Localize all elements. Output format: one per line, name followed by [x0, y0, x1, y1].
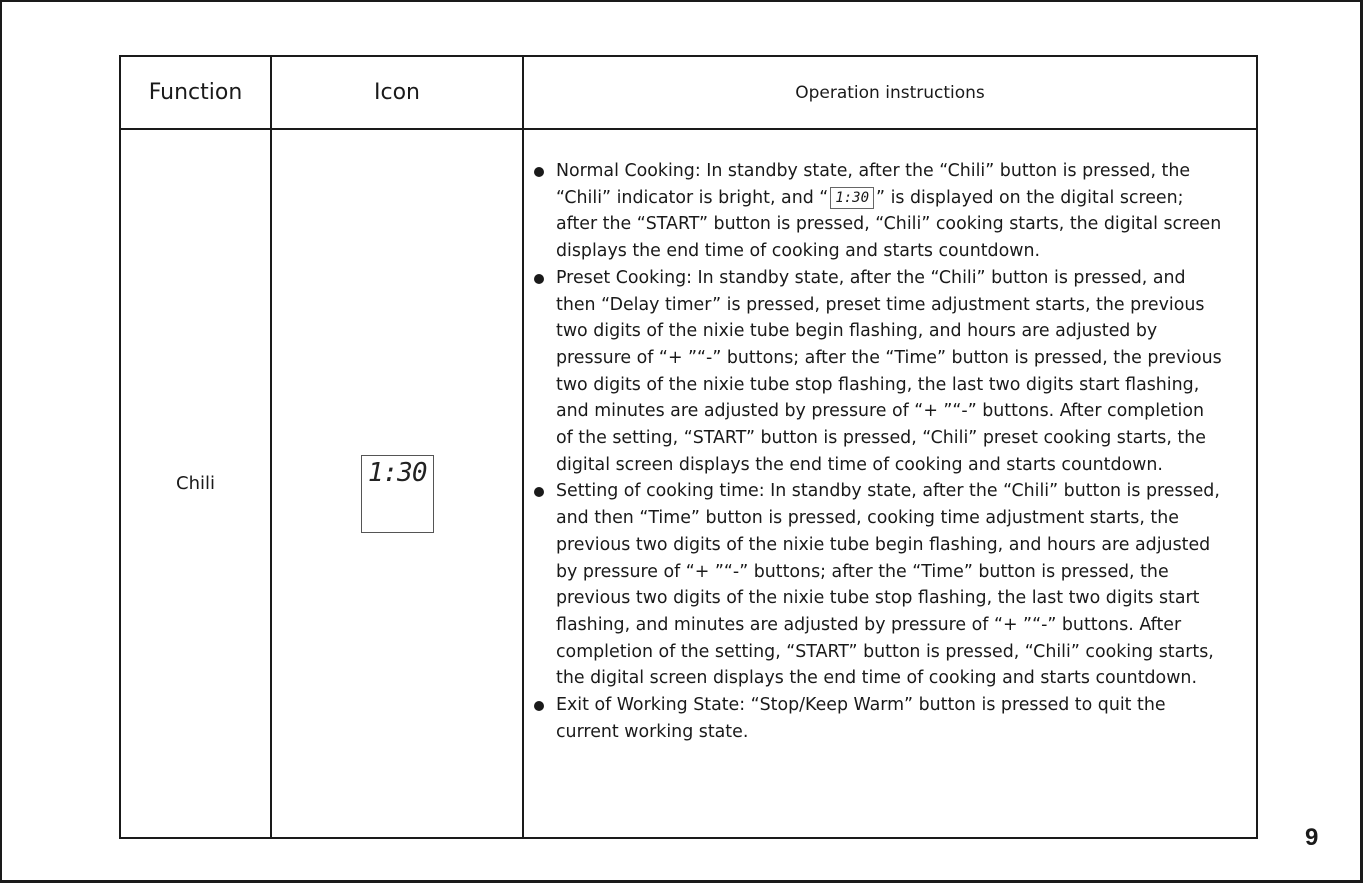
instruction-normal-cooking [534, 158, 1226, 265]
table-row [120, 129, 1257, 838]
bullet-icon [534, 701, 544, 711]
lcd-display-value: 1:30 [367, 458, 427, 488]
instructions-list [534, 158, 1246, 745]
header-icon: Icon [271, 56, 523, 129]
bullet-icon [534, 487, 544, 497]
operation-instructions-cell [523, 129, 1257, 838]
function-name: Chili [120, 129, 271, 838]
page-number: 9 [1305, 824, 1319, 851]
instruction-text: Setting of cooking time: In standby state, after the “Chili” button is pressed, and then “Time” button is pressed, cooking time adjustment starts, the previous two digits of the nixie tube begin flashing, and hours are adjusted by pressure of “+ ”“-” buttons; after the “Time” button is pressed, the previous two digits of the nixie tube stop flashing, the last two digits start flashing, and minutes are adjusted by pressure of “+ ”“-” buttons. After completion of the setting, “START” button is pressed, “Chili” cooking starts, the digital screen displays the end time of cooking and starts countdown. [556, 481, 1220, 689]
instruction-exit-working-state [534, 692, 1226, 745]
inline-lcd-display-icon: 1:30 [830, 187, 874, 209]
bullet-icon [534, 274, 544, 284]
table-header-row [120, 56, 1257, 129]
header-function: Function [120, 56, 271, 129]
instruction-text: Normal Cooking: In standby state, after the “Chili” button is pressed, the “Chili” indicator is bright, and “ [556, 161, 1191, 208]
instruction-setting-cooking-time [534, 478, 1226, 692]
instruction-text: Preset Cooking: In standby state, after the “Chili” button is pressed, and then “Delay timer” is pressed, preset time adjustment starts, the previous two digits of the nixie tube begin flashing, and hours are adjusted by pressure of “+ ”“-” buttons; after the “Time” button is pressed, the previous two digits of the nixie tube stop flashing, the last two digits start flashing, and minutes are adjusted by pressure of “+ ”“-” buttons. After completion of the setting, “START” button is pressed, “Chili” preset cooking starts, the digital screen displays the end time of cooking and starts countdown. [556, 267, 1222, 475]
bullet-icon [534, 167, 544, 177]
function-table [119, 55, 1258, 839]
instruction-text: ” is displayed on the digital screen; after the “START” button is pressed, “Chili” cooking starts, the digital screen displays the end time of cooking and starts countdown. [556, 187, 1222, 262]
instruction-preset-cooking [534, 265, 1226, 479]
icon-cell [271, 129, 523, 838]
header-operation-instructions: Operation instructions [523, 56, 1257, 129]
lcd-display-icon [361, 455, 434, 533]
instruction-text: Exit of Working State: “Stop/Keep Warm” button is pressed to quit the current working state. [556, 695, 1166, 742]
